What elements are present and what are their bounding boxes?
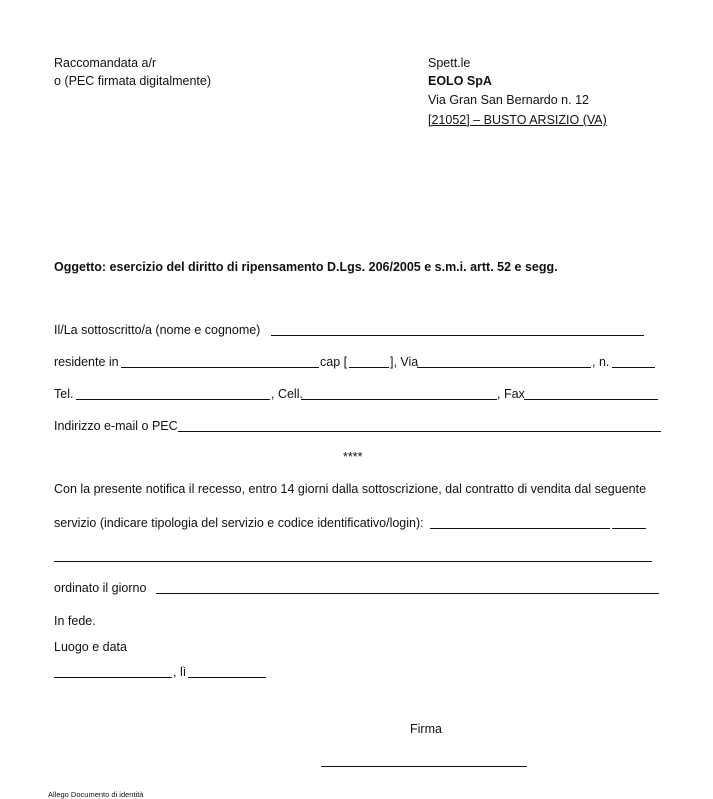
tel-field[interactable] (76, 399, 270, 400)
cap-label: cap [ (320, 355, 348, 369)
delivery-method: Raccomandata a/r (54, 56, 157, 70)
street-field[interactable] (417, 367, 591, 368)
recipient-salutation: Spett.le (428, 56, 471, 70)
recipient-street: Via Gran San Bernardo n. 12 (428, 93, 589, 107)
service-field-end[interactable] (612, 528, 646, 529)
recipient-company: EOLO SpA (428, 74, 492, 88)
signature-label: Firma (410, 722, 442, 736)
attachment-note: Allego Documento di identità (48, 790, 144, 799)
fax-field[interactable] (524, 399, 658, 400)
name-label: Il/La sottoscritto/a (nome e cognome) (54, 323, 261, 337)
tel-label: Tel. (54, 387, 74, 401)
street-label: ], Via (390, 355, 419, 369)
in-fede: In fede. (54, 614, 96, 628)
recipient-city: [21052] – BUSTO ARSIZIO (VA) (428, 113, 607, 127)
date-field[interactable] (188, 677, 266, 678)
fax-label: , Fax (497, 387, 525, 401)
place-date-label: Luogo e data (54, 640, 127, 654)
subject-line: Oggetto: esercizio del diritto di ripensamento D.Lgs. 206/2005 e s.m.i. artt. 52 e segg. (54, 260, 558, 274)
email-field[interactable] (178, 431, 661, 432)
ordered-date-field[interactable] (156, 593, 659, 594)
separator: **** (343, 450, 363, 464)
notice-text: Con la presente notifica il recesso, entro 14 giorni dalla sottoscrizione, dal contratto di vendita dal seguente (54, 482, 647, 496)
service-label: servizio (indicare tipologia del servizio e codice identificativo/login): (54, 516, 424, 530)
signature-field[interactable] (321, 766, 527, 767)
ordered-date-label: ordinato il giorno (54, 581, 147, 595)
residence-label: residente in (54, 355, 119, 369)
place-field[interactable] (54, 677, 172, 678)
residence-field[interactable] (121, 367, 319, 368)
cell-label: , Cell. (271, 387, 303, 401)
email-label: Indirizzo e-mail o PEC (54, 419, 178, 433)
cap-field[interactable] (349, 367, 389, 368)
li-label: , lì (173, 665, 187, 679)
street-number-label: , n. (592, 355, 610, 369)
service-field[interactable] (430, 528, 610, 529)
delivery-method-alt: o (PEC firmata digitalmente) (54, 74, 212, 88)
service-field-continued[interactable] (54, 561, 652, 562)
street-number-field[interactable] (612, 367, 655, 368)
cell-field[interactable] (301, 399, 497, 400)
name-field[interactable] (271, 335, 644, 336)
